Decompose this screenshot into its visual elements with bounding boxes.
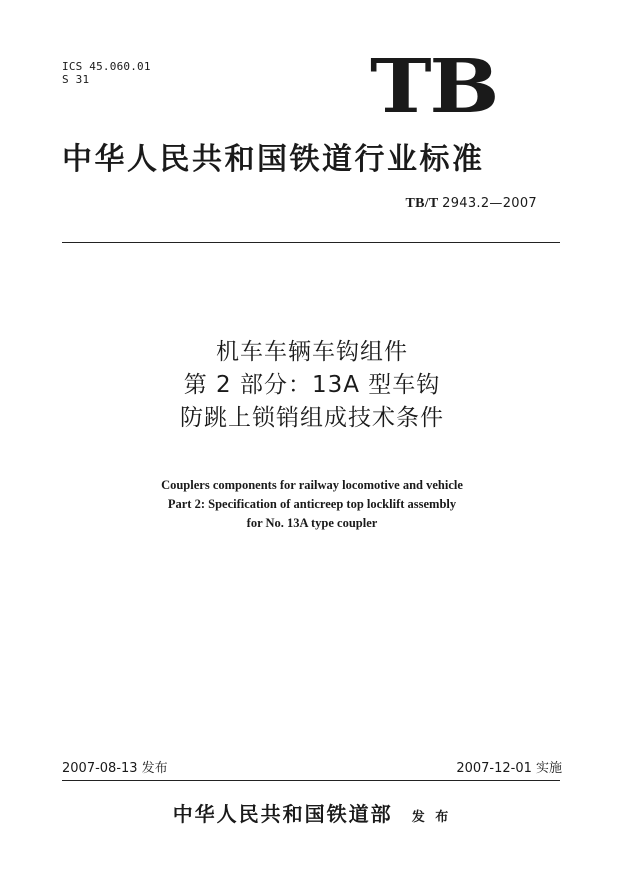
publisher-name: 中华人民共和国铁道部 [172, 802, 393, 826]
english-title [62, 476, 562, 533]
top-divider [62, 242, 560, 243]
implementation-date: 2007-12-01 实施 [456, 761, 562, 776]
chinese-title [62, 336, 562, 435]
chinese-title-line-3: 防跳上锁销组成技术条件 [180, 405, 444, 431]
issue-date: 2007-08-13 发布 [62, 761, 168, 776]
tb-logo: TB [370, 44, 498, 130]
publish-action: 发 布 [411, 810, 452, 825]
english-title-line-3: for No. 13A type coupler [246, 516, 378, 530]
chinese-title-line-1: 机车车辆车钩组件 [216, 339, 408, 365]
publisher-line [62, 798, 562, 827]
english-title-line-1: Couplers components for railway locomotive and vehicle [161, 478, 463, 492]
ccs-code: S 31 [62, 73, 90, 86]
industry-standard-title: 中华人民共和国铁道行业标准 [62, 142, 485, 177]
chinese-title-line-2: 第 2 部分：13A 型车钩 [183, 372, 441, 398]
english-title-line-2: Part 2: Specification of anticreep top locklift assembly [167, 497, 457, 511]
ics-code: ICS 45.060.01 [62, 60, 151, 73]
standard-number [405, 196, 537, 212]
standard-number-prefix: TB/T [405, 196, 439, 211]
classification-codes [62, 60, 151, 86]
bottom-divider [62, 780, 560, 781]
standard-number-value: 2943.2—2007 [442, 196, 537, 211]
